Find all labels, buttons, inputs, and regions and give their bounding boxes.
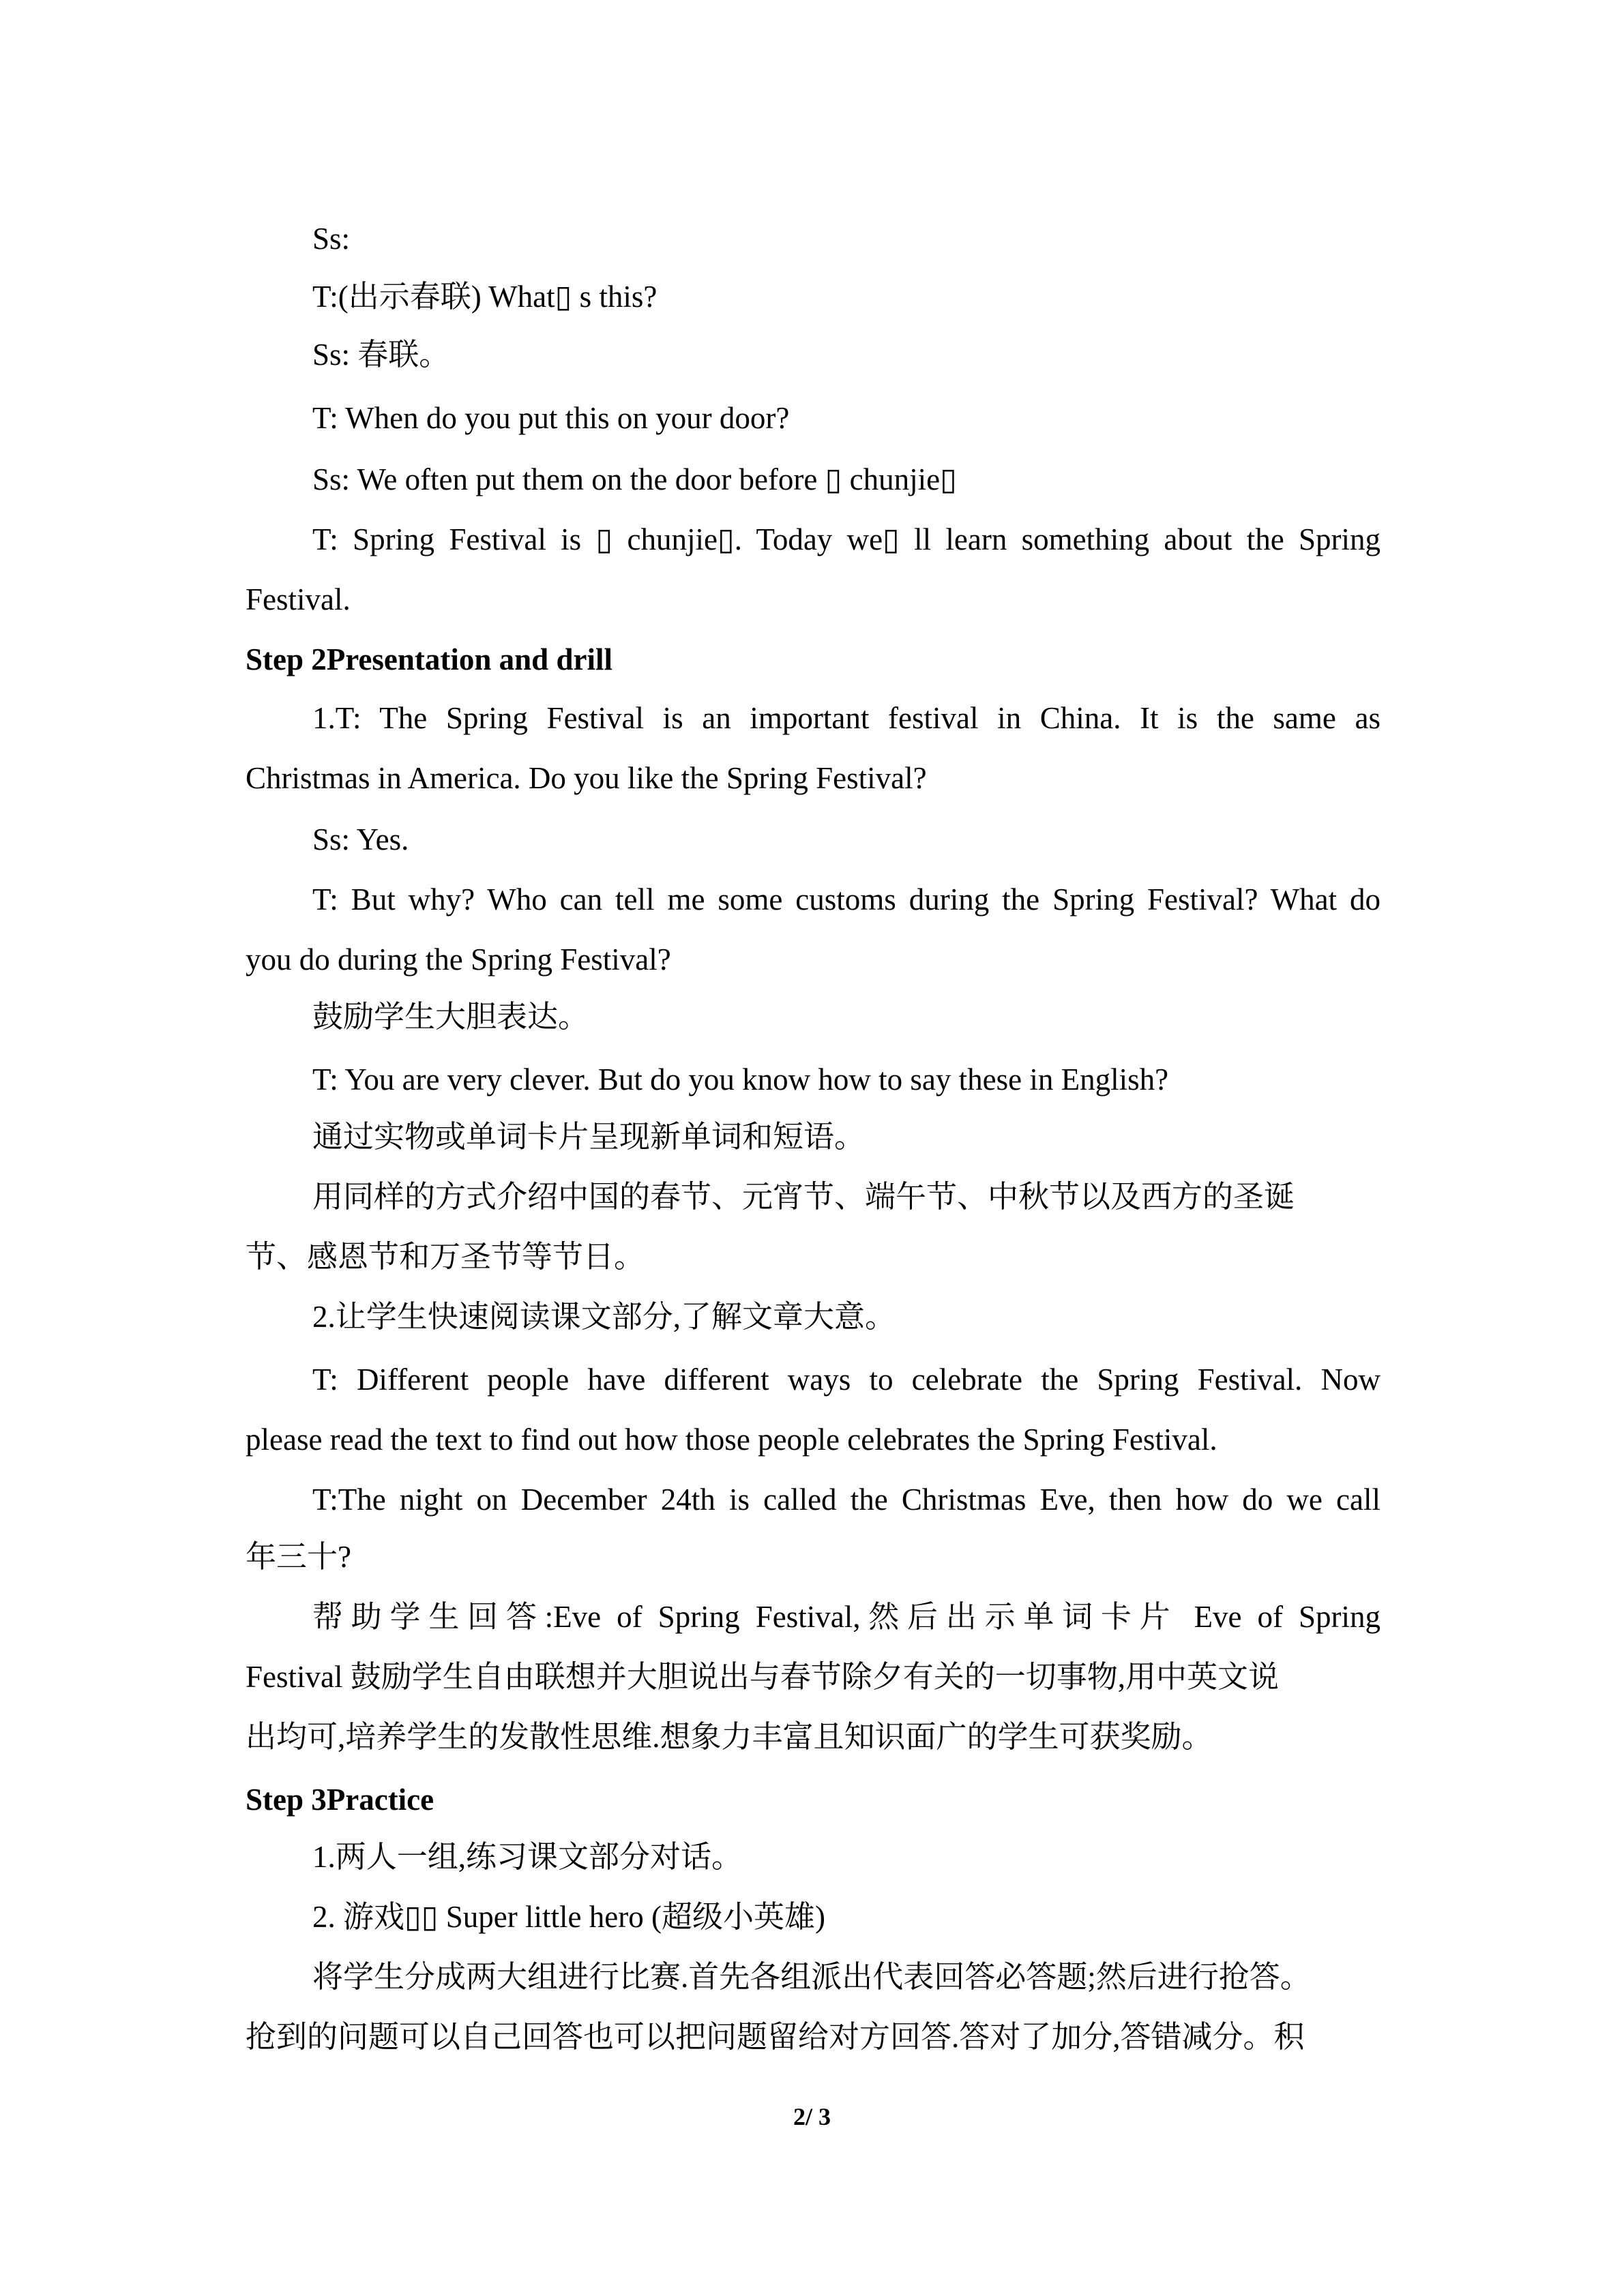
text-line: T: You are very clever. But do you know how to say these in English? [312,1062,1169,1097]
text-line: 1.两人一组,练习课文部分对话。 [312,1840,743,1874]
text-line: Ss: We often put them on the door before ▯ chunjie▯ [312,462,957,496]
text-line: 将学生分成两大组进行比赛.首先各组派出代表回答必答题;然后进行抢答。 [312,1960,1311,1994]
text-line: 1.T: The Spring Festival is an important festival in China. It is the same as [312,701,1381,735]
text-line: 抢到的问题可以自己回答也可以把问题留给对方回答.答对了加分,答错减分。积 [246,2020,1305,2054]
text-line: 2. 游戏▯▯ Super little hero (超级小英雄) [312,1900,825,1934]
section-heading: Step 2Presentation and drill [246,642,612,676]
text-line: T: But why? Who can tell me some customs during the Spring Festival? What do [312,882,1381,916]
text-line: 2.让学生快速阅读课文部分,了解文章大意。 [312,1300,896,1334]
text-line: please read the text to find out how those people celebrates the Spring Festival. [246,1422,1217,1457]
text-line: 出均可,培养学生的发散性思维.想象力丰富且知识面广的学生可获奖励。 [246,1720,1213,1754]
text-line: 鼓励学生大胆表达。 [312,1000,589,1034]
text-line: 帮助学生回答:Eve of Spring Festival,然后出示单词卡片 Eve of Spring [312,1600,1381,1634]
text-line: 节、感恩节和万圣节等节日。 [246,1240,645,1274]
text-line: Ss: [312,222,351,256]
text-line: you do during the Spring Festival? [246,942,671,976]
text-line: Festival 鼓励学生自由联想并大胆说出与春节除夕有关的一切事物,用中英文说 [246,1660,1279,1694]
text-line: 年三十? [246,1540,351,1574]
text-line: 用同样的方式介绍中国的春节、元宵节、端午节、中秋节以及西方的圣诞 [312,1180,1295,1214]
text-line: Ss: 春联。 [312,338,450,372]
text-line: T:The night on December 24th is called the Christmas Eve, then how do we call [312,1482,1381,1517]
page-number: 2/ 3 [793,2103,831,2130]
text-line: T:(出示春联) What▯ s this? [312,280,658,314]
section-heading: Step 3Practice [246,1783,434,1817]
text-line: Ss: Yes. [312,822,409,856]
text-line: T: When do you put this on your door? [312,401,790,435]
text-line: 通过实物或单词卡片呈现新单词和短语。 [312,1120,866,1154]
text-line: T: Different people have different ways to celebrate the Spring Festival. Now [312,1362,1381,1397]
text-line: Christmas in America. Do you like the Spring Festival? [246,761,927,795]
text-line: T: Spring Festival is ▯ chunjie▯. Today we▯ ll learn something about the Spring [312,522,1381,556]
text-line: Festival. [246,582,351,616]
